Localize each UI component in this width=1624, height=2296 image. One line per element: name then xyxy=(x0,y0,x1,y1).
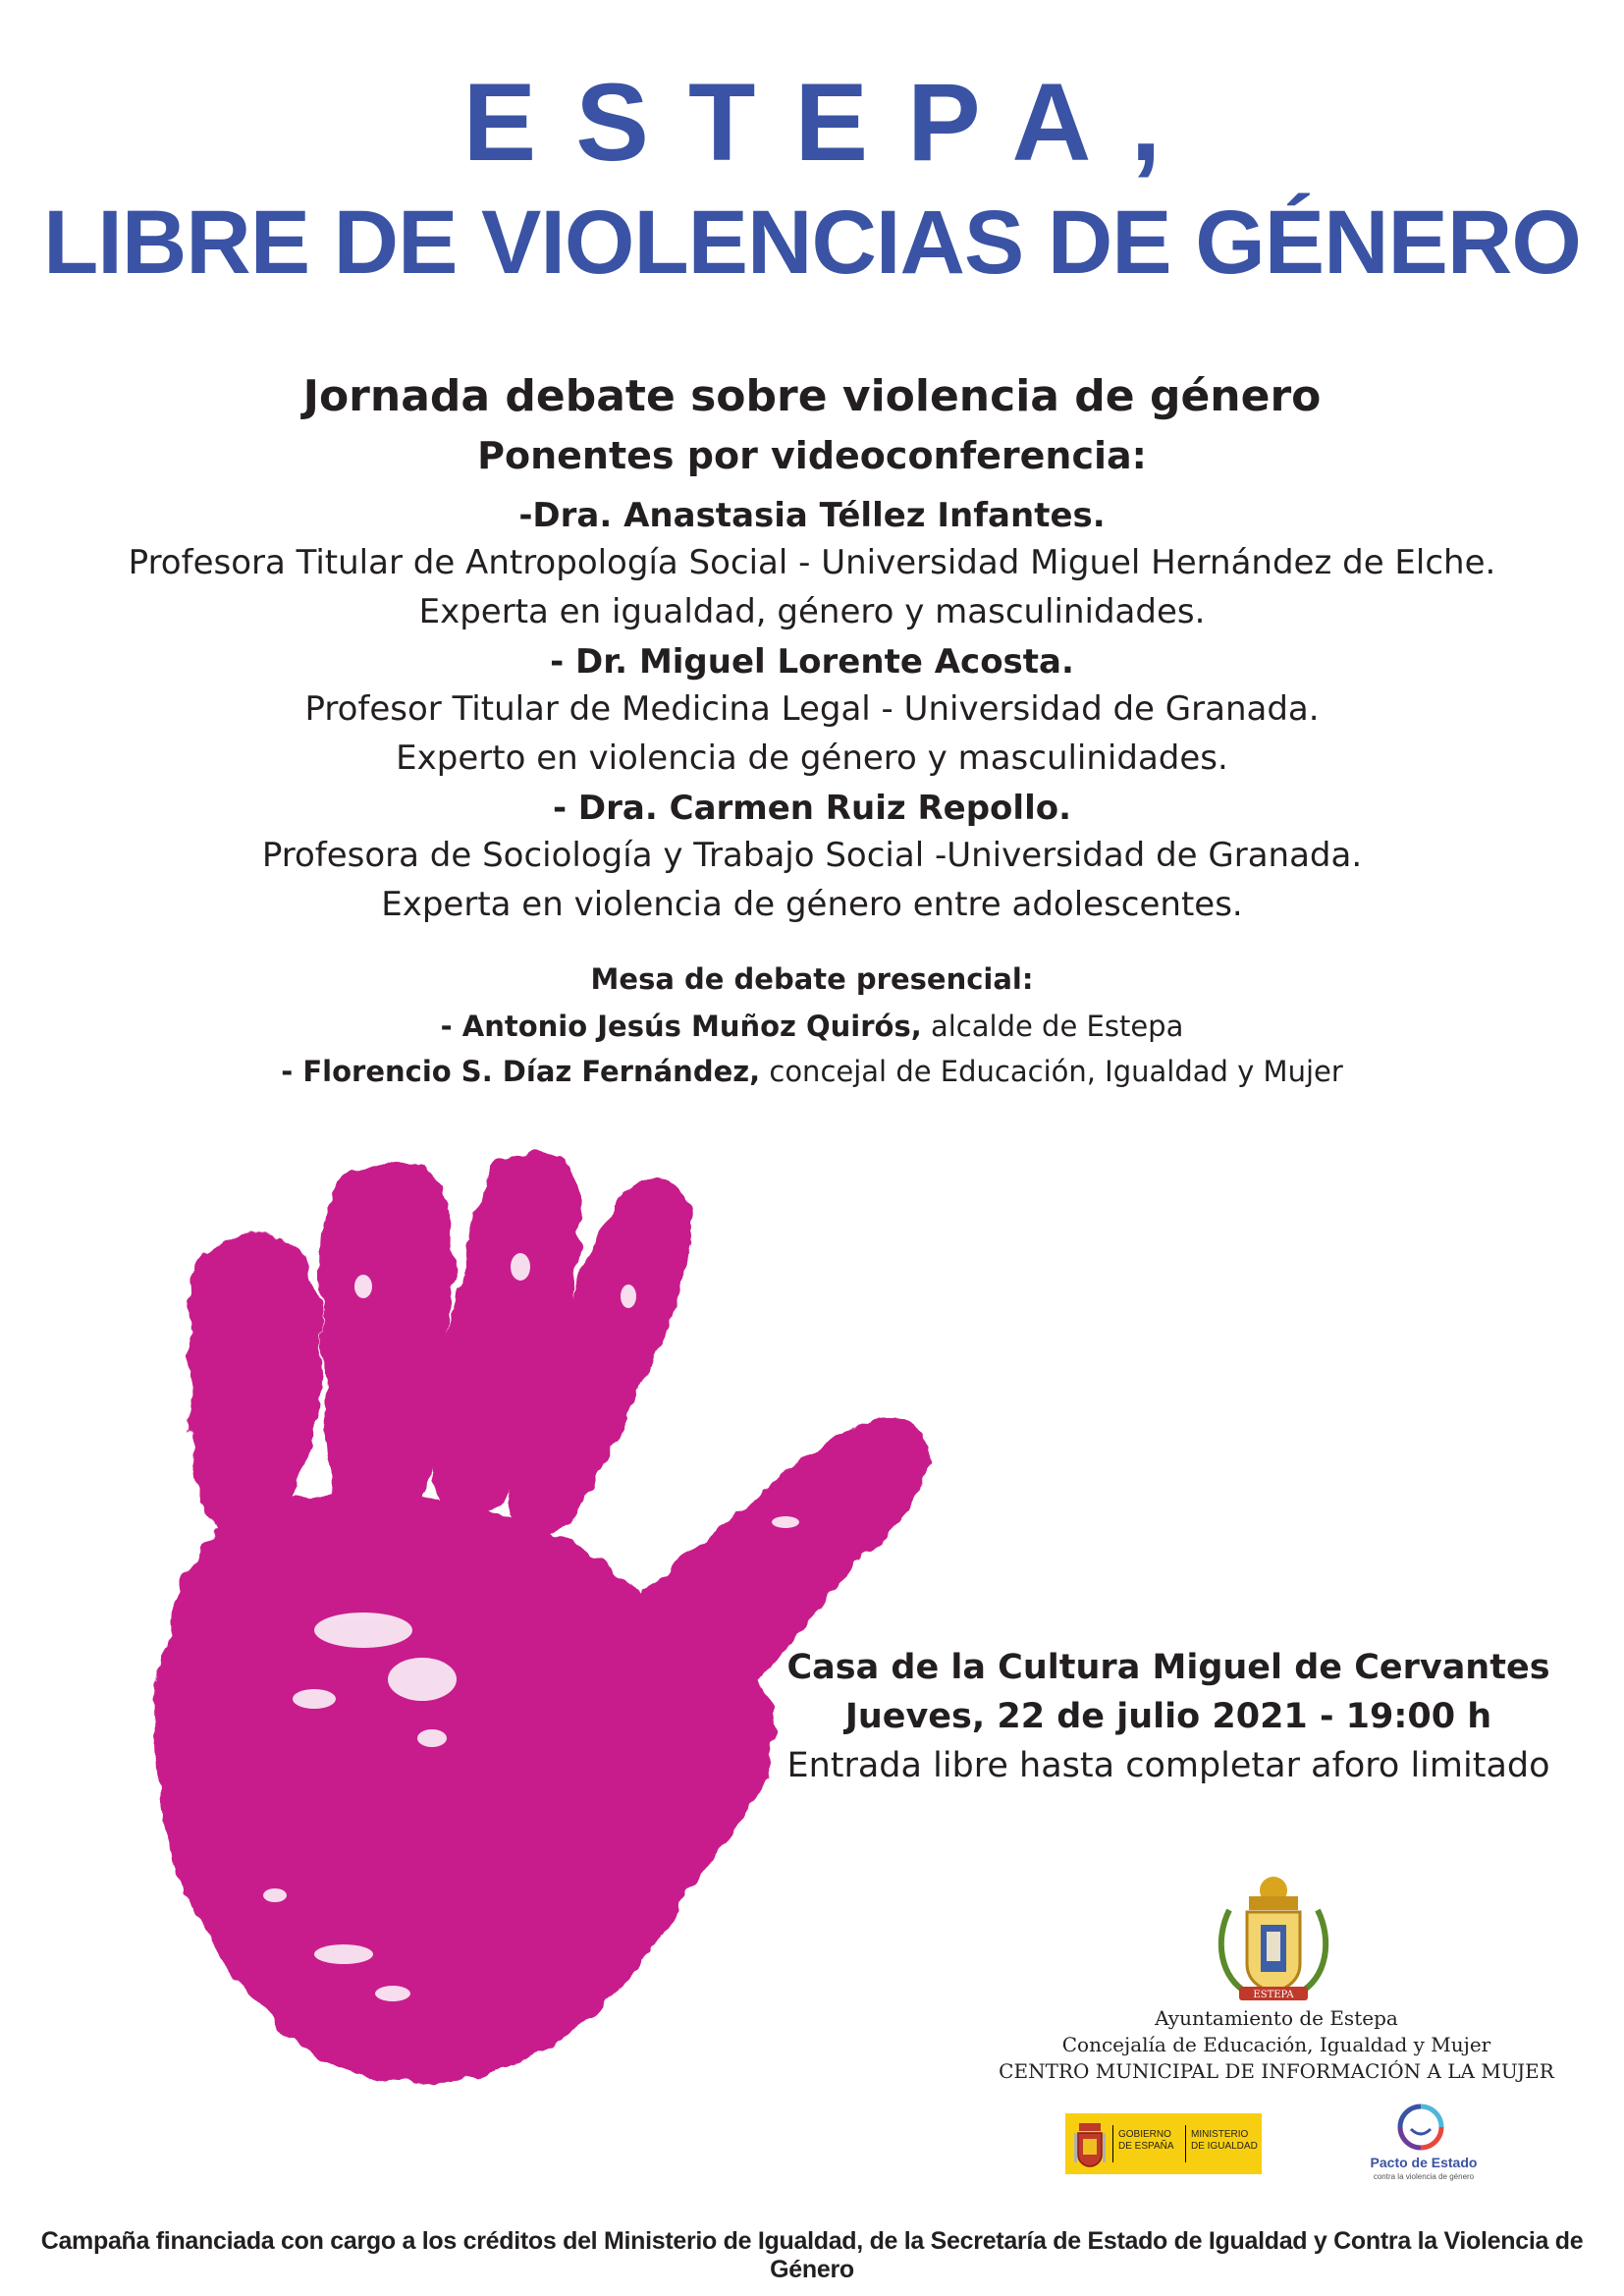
venue-place: Casa de la Cultura Miguel de Cervantes xyxy=(786,1648,1550,1687)
estepa-crest-icon xyxy=(1210,1871,1337,2008)
spain-arms-icon xyxy=(1073,2119,1107,2168)
organizer-line2: Concejalía de Educación, Igualdad y Mujer xyxy=(1061,2033,1491,2056)
pacto-sublabel: contra la violencia de género xyxy=(1373,2172,1475,2181)
speaker-name: -Dra. Anastasia Téllez Infantes. xyxy=(518,496,1106,535)
venue-block xyxy=(766,1746,1571,1785)
venue-block xyxy=(766,1697,1571,1736)
event-subheading: Ponentes por videoconferencia: xyxy=(477,434,1147,477)
poster-title-line1: ESTEPA, xyxy=(462,61,1201,184)
speaker-expertise: Experto en violencia de género y masculinidades. xyxy=(396,738,1228,778)
pacto-estado-icon xyxy=(1392,2104,1449,2151)
event-heading: Jornada debate sobre violencia de género xyxy=(302,371,1322,421)
speaker-role: Profesora Titular de Antropología Social - Universidad Miguel Hernández de Elche. xyxy=(128,543,1496,582)
mesa-title: Mesa de debate presencial: xyxy=(590,962,1034,996)
pacto-label: Pacto de Estado xyxy=(1370,2155,1478,2170)
speaker-role: Profesor Titular de Medicina Legal - Universidad de Granada. xyxy=(304,689,1320,729)
venue-entry: Entrada libre hasta completar aforo limitado xyxy=(786,1746,1550,1785)
poster-title-line2: LIBRE DE VIOLENCIAS DE GÉNERO xyxy=(43,192,1581,293)
venue-datetime: Jueves, 22 de julio 2021 - 19:00 h xyxy=(844,1697,1492,1736)
organizer-line3: CENTRO MUNICIPAL DE INFORMACIÓN A LA MUJER xyxy=(999,2059,1554,2083)
speaker-name: - Dra. Carmen Ruiz Repollo. xyxy=(552,789,1071,828)
mesa-item xyxy=(0,1055,1624,1088)
gobierno-label: GOBIERNO DE ESPAÑA xyxy=(1118,2129,1174,2152)
ministerio-label: MINISTERIO DE IGUALDAD xyxy=(1191,2129,1258,2152)
funding-footer: Campaña financiada con cargo a los créditos del Ministerio de Igualdad, de la Secretaría de Estado de Igualdad y Contra la Violencia de Género xyxy=(40,2227,1584,2283)
gobierno-logo xyxy=(1065,2113,1262,2174)
mesa-item-name: - Antonio Jesús Muñoz Quirós, xyxy=(440,1010,922,1043)
mesa-item xyxy=(0,1010,1624,1043)
venue-block xyxy=(766,1648,1571,1687)
mesa-item-desc: concejal de Educación, Igualdad y Mujer xyxy=(760,1055,1343,1088)
organizer-line1: Ayuntamiento de Estepa xyxy=(1155,2006,1398,2030)
speaker-role: Profesora de Sociología y Trabajo Social -Universidad de Granada. xyxy=(261,836,1363,875)
mesa-item-name: - Florencio S. Díaz Fernández, xyxy=(281,1055,761,1088)
speaker-expertise: Experta en igualdad, género y masculinidades. xyxy=(418,592,1206,631)
speaker-name: - Dr. Miguel Lorente Acosta. xyxy=(550,642,1074,682)
speaker-expertise: Experta en violencia de género entre adolescentes. xyxy=(381,885,1243,924)
crest-banner-text: ESTEPA xyxy=(1253,1990,1294,2000)
mesa-item-desc: alcalde de Estepa xyxy=(921,1010,1184,1043)
